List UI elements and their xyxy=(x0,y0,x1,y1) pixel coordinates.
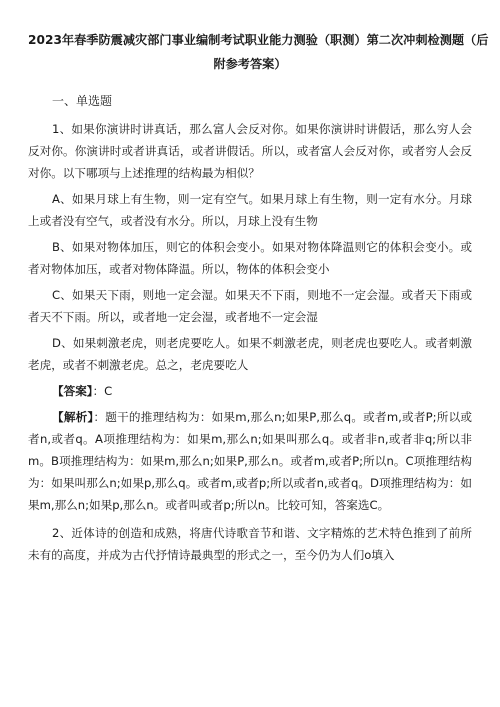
question-1-option-d: D、如果刺激老虎，则老虎要吃人。如果不刺激老虎，则老虎也要吃人。或者刺激老虎，或者不刺激老虎。总之，老虎要吃人 xyxy=(28,336,472,372)
answer-value: ：C xyxy=(92,384,113,398)
question-1-option-c: C、如果天下雨，则地一定会湿。如果天不下雨，则地不一定会湿。或者天下雨或者天不下雨。所以，或者地一定会湿，或者地不一定会湿 xyxy=(28,288,472,324)
answer-label: 【答案】 xyxy=(52,384,93,398)
document-title xyxy=(28,28,489,76)
title-line-2: 附参考答案） xyxy=(213,57,287,71)
question-1-option-a: A、如果月球上有生物，则一定有空气。如果月球上有生物，则一定有水分。月球上或者没有空气，或者没有水分。所以，月球上没有生物 xyxy=(28,192,472,228)
analysis-text: ：题干的推理结构为：如果m,那么n;如果P,那么q。或者m,或者P;所以或者n,或者q。A项推理结构为：如果m,那么n;如果叫那么q。或者非n,或者非q;所以非m。B项推理结构为：如果m,那么n;如果P,那么n。或者m,或者P;所以n。C项推理结构为：如果叫那么n;如果p,那么q。或者m,或者p;所以或者n,或者q。D项推理结构为：如果m,那么n;如果p,那么n。或者叫或者p;所以n。比较可知，答案选C。 xyxy=(28,410,473,512)
question-1-option-b: B、如果对物体加压，则它的体积会变小。如果对物体降温则它的体积会变小。或者对物体加压，或者对物体降温。所以，物体的体积会变小 xyxy=(28,240,472,276)
question-2-stem: 2、近体诗的创造和成熟，将唐代诗歌音节和谐、文字精炼的艺术特色推到了前所未有的高度，并成为古代抒情诗最典型的形式之一，至今仍为人们ο填入 xyxy=(28,526,472,562)
question-1-answer xyxy=(28,380,472,402)
analysis-label: 【解析】 xyxy=(52,410,94,424)
question-1-stem: 1、如果你演讲时讲真话，那么富人会反对你。如果你演讲时讲假话，那么穷人会反对你。你演讲时或者讲真话，或者讲假话。所以，或者富人会反对你，或者穷人会反对你。以下哪项与上述推理的结构最为相似？ xyxy=(28,122,472,180)
title-line-1: 2023年春季防震减灾部门事业编制考试职业能力测验（职测）第二次冲刺检测题（后 xyxy=(28,33,489,47)
question-1-analysis xyxy=(28,406,472,516)
section-heading: 一、单选题 xyxy=(52,94,113,108)
